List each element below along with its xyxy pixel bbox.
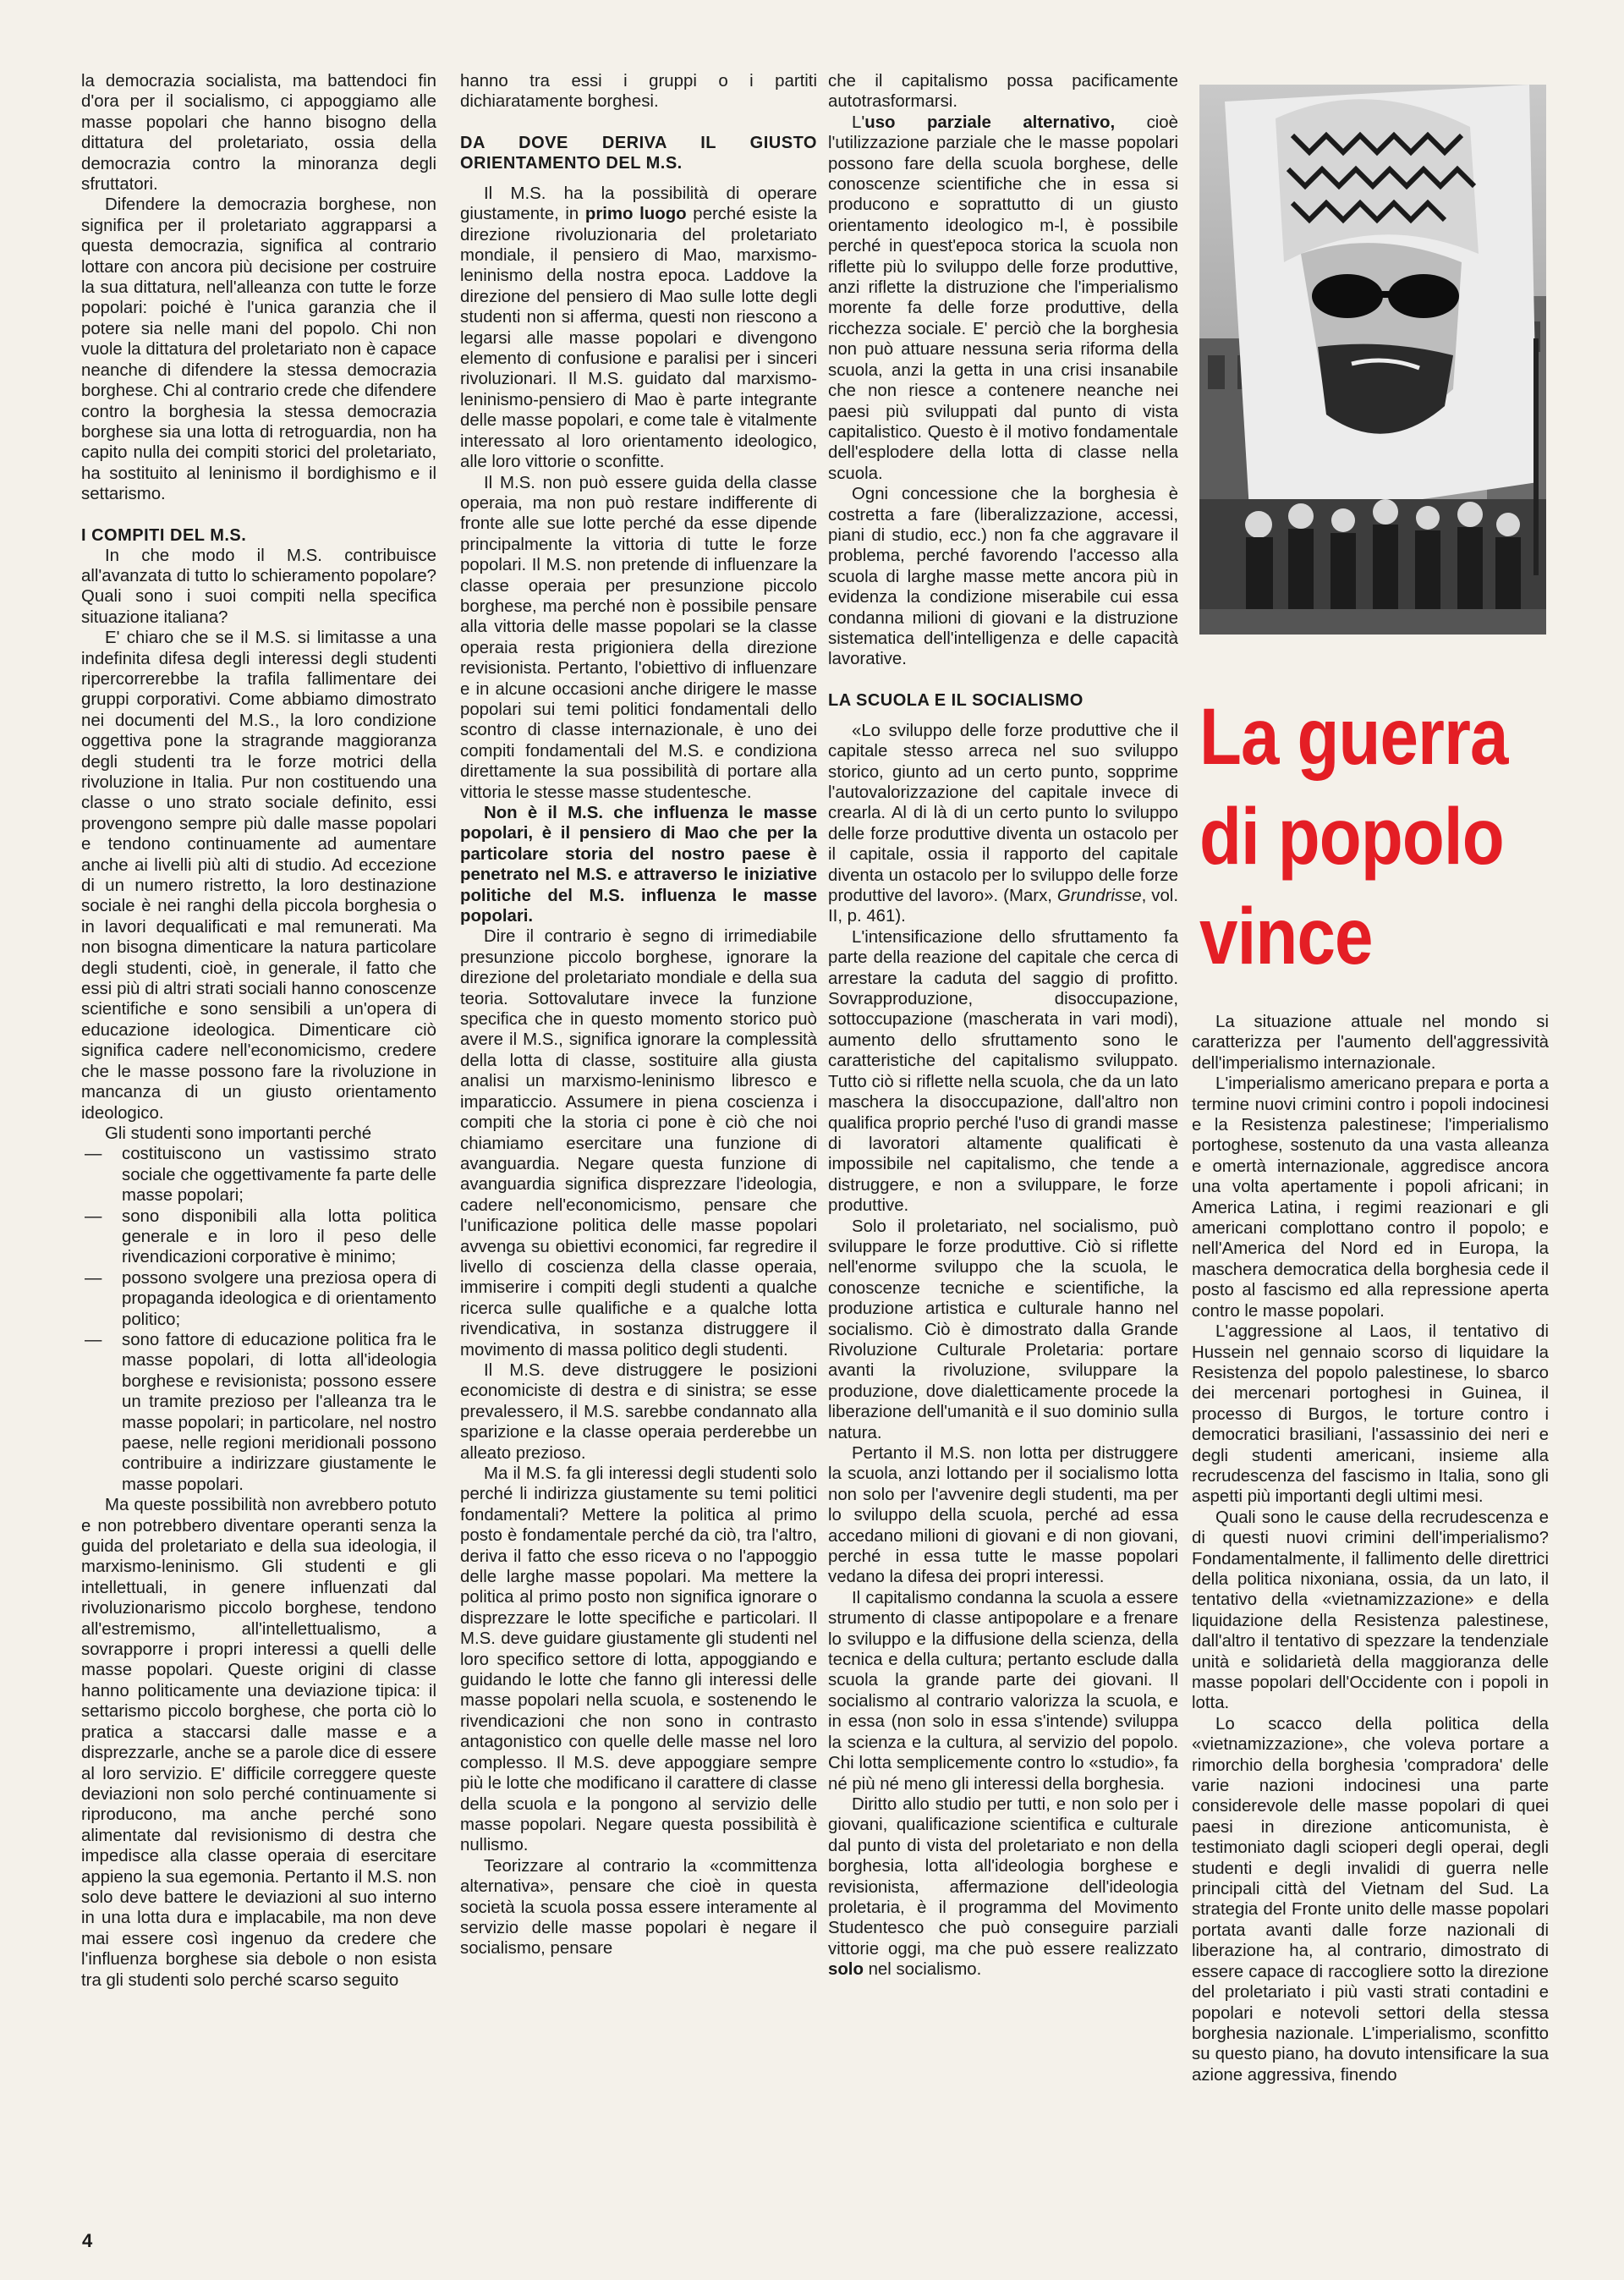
photo-illustration [1199,85,1546,635]
list-item: — sono fattore di educazione politica fra le masse popolari, di lotta all'ideologia borghese e revisionista; possono essere un tramite prezioso per l'alleanza tra le masse popolari; in particolare, nel nostro paese, nelle regioni meridionali possono contribuire a indirizzare giustamente le masse popolari. [81,1330,436,1495]
paragraph: Ma il M.S. fa gli interessi degli studenti solo perché li indirizza giustamente su temi politici fondamentali? Mettere la politica al primo posto è fondamentale perché da ciò, tra l'altro, deriva il fatto che esso riceva o no l'appoggio delle larghe masse popolari. Ma mettere la politica al primo posto non significa ignorare o disprezzare le lotte specifiche e particolari. Il M.S. deve guidare giustamente gli studenti nel loro specifico settore di lotta, appoggiando e guidando le lotte che fanno gli interessi delle masse popolari nella scuola, e sostenendo le rivendicazioni che non sono in contrasto antagonistico con quelle delle masse nel loro complesso. Il M.S. deve appoggiare sempre più le lotte che modificano il carattere di classe della scuola e la pongono al servizio delle masse popolari. Negare questa possibilità è nullismo. [460,1464,817,1855]
list-item: — possono svolgere una preziosa opera di propaganda ideologica e di orientamento politico; [81,1268,436,1330]
paragraph: Solo il proletariato, nel socialismo, può sviluppare le forze produttive. Ciò si riflette nell'enorme sviluppo che la scuola, le conoscenze tecniche e scientifiche, la produzione artistica e culturale hanno nel socialismo. Ciò è dimostrato dalla Grande Rivoluzione Culturale Proletaria: portare avanti la rivoluzione, sviluppare la produzione, dove dialetticamente procede la liberazione dell'umanità e il suo dominio sulla natura. [828,1217,1178,1442]
paragraph: Ogni concessione che la borghesia è costretta a fare (liberalizzazione, accessi, piani di studio, ecc.) non fa che aggravare il problema, perché favorendo l'accesso alla scuola di larghe masse mette ancora più in evidenza la condizione miserabile cui essa condanna milioni di giovani e la distruzione sistematica dell'intelligenza e delle capacità lavorative. [828,485,1178,669]
paragraph: L'aggressione al Laos, il tentativo di Hussein nel gennaio scorso di liquidare la Resistenza del popolo palestinese, lo sbarco dei mercenari portoghesi in Guinea, il processo di Burgos, le torture contro i democratici brasiliani, l'assassinio dei neri e degli studenti americani, insieme alla recrudescenza del fascismo in Italia, sono gli aspetti più importanti degli ultimi mesi. [1192,1322,1549,1507]
headline-line: di popolo [1199,792,1504,882]
paragraph: che il capitalismo possa pacificamente autotrasformarsi. [828,72,1178,112]
paragraph: L'intensificazione dello sfruttamento fa parte della reazione del capitale che cerca di arrestare la caduta del saggio di profitto. Sovrapproduzione, disoccupazione, sottoccupazione (mascherata in vari modi), aumento dello sfruttamento sono le caratteristiche del capitalismo sviluppato. Tutto ciò si riflette nella scuola, che da un lato maschera la disoccupazione, dall'altro non qualifica proprio perché l'uso di grandi masse di lavoratori altamente qualificati è impossibile nel capitalismo, che tende a distruggere, e non a sviluppare, le forze produttive. [828,927,1178,1216]
text-run: Il M.S. ha la possibilità di operare giustamente, in [460,184,817,224]
column-2 [460,71,817,1959]
text-run: perché esiste la direzione rivoluzionaria del proletariato mondiale, il pensiero di Mao, marxismo-leninismo della nostra epoca. Laddove la direzione del pensiero di Mao sulle lotte degli studenti non si afferma, questi non riescono a legarsi alle masse popolari e divengono elemento di confusione e paralisi per i sinceri rivoluzionari. Il M.S. guidato dal marxismo-leninismo-pensiero di Mao è parte integrante delle masse popolari, e come tale è vitalmente interessato al loro orientamento ideologico, alle loro vittorie o sconfitte. [460,205,818,472]
paragraph: In che modo il M.S. contribuisce all'avanzata di tutto lo schieramento popolare? Quali sono i suoi compiti nella specifica situazione italiana? [81,546,436,627]
paragraph: Il capitalismo condanna la scuola a essere strumento di classe antipopolare e a frenare lo sviluppo e la diffusione della scienza, della tecnica e della cultura; pertanto esclude dalla scuola la grande parte dei giovani. Il socialismo al contrario valorizza la scuola, e in essa (non solo in essa s'intende) sviluppa la scienza e la cultura, al servizio del popolo. Chi lotta semplicemente contro lo «studio», fa né più né meno gli interessi della borghesia. [828,1588,1178,1794]
paragraph [828,1794,1178,1981]
page-number: 4 [82,2230,93,2251]
paragraph: Non è il M.S. che influenza le masse popolari, è il pensiero di Mao che per la particolare storia del nostro paese è penetrato nel M.S. e attraverso le iniziative politiche del M.S. influenza le masse popolari. [460,804,817,926]
dash-list [81,1144,436,1495]
text-run: «Lo sviluppo delle forze produttive che il capitale stesso arreca nel suo sviluppo storico, giunto ad un certo punto, sopprime l'autovalorizzazione del capitale invece di crearla. Al di là di un certo punto lo sviluppo delle forze produttive diventa un ostacolo per il capitale, ossia il rapporto del capitale diventa un ostacolo per lo sviluppo delle forze produttive del lavoro». (Marx, [828,721,1178,906]
bold-text: primo luogo [584,205,687,224]
text-run: nel socialismo. [863,1960,982,1980]
list-item: — sono disponibili alla lotta politica generale e in loro il peso delle rivendicazioni corporative è minimo; [81,1206,436,1268]
paragraph: Pertanto il M.S. non lotta per distruggere la scuola, anzi lottando per il socialismo lotta non solo per l'avvenire degli studenti, ma per lo sviluppo della scuola, perché ad essa accedano milioni di giovani e di non giovani, perché in essa tutte le masse popolari vedano la difesa dei propri interessi. [828,1444,1178,1587]
paragraph: Difendere la democrazia borghese, non significa per il proletariato aggrapparsi a questa democrazia, significa al contrario lottare con ancora più decisione per costruire la sua dittatura, nell'alleanza con tutte le forze popolari: poiché è l'unica garanzia che il potere sia nelle mani del popolo. Chi non vuole la dittatura del proletariato non è capace neanche di difendere la stessa democrazia borghese. Chi al contrario crede che difendere contro la borghesia la stessa democrazia borghese sia una lotta di retroguardia, non ha capito nulla dei compiti storici del proletariato, ha sostituito al leninismo il bordighismo e il settarismo. [81,195,436,504]
text-run: Diritto allo studio per tutti, e non solo per i giovani, qualificazione scientifica e culturale dal punto di vista del proletariato e non della borghesia, lotta all'ideologia borghese e revisionista, affermazione dell'ideologia proletaria, è il programma del Movimento Studentesco che può conseguire parziali vittorie oggi, ma che può essere realizzato [828,1794,1178,1959]
section-heading-deriva: DA DOVE DERIVA IL GIUSTO ORIENTAMENTO DEL M.S. [460,133,817,173]
bold-text: uso parziale alternativo, [864,113,1116,132]
paragraph: Teorizzare al contrario la «committenza alternativa», pensare che cioè in questa società la scuola possa essere interamente al servizio delle masse popolari è negare il socialismo, pensare [460,1856,817,1959]
column-3 [828,71,1178,1981]
paragraph [460,184,817,473]
section-heading-compiti: I COMPITI DEL M.S. [81,525,247,545]
text-run: cioè l'utilizzazione parziale che le masse popolari possono fare della scuola borghese, delle conoscenze scientifiche che in essa si producono e soprattutto di un giusto orientamento ideologico m-l, è possibile perché in quest'epoca storica la scuola non riflette più lo sviluppo delle forze produttive, anzi riflette la distruzione che l'imperialismo morente fa delle forze produttive, della ricchezza sociale. E' perciò che la borghesia non può attuare nessuna seria riforma della scuola, anzi la getta in una crisi insanabile che non riesce a contenere neanche nei paesi più sviluppati dal punto di vista capitalistico. Questo è il motivo fondamentale dell'esplodere della lotta di classe nella scuola. [828,113,1178,483]
text-run: , vol. II, p. 461). [828,887,1178,926]
headline-line: vince [1199,892,1373,981]
section-heading-scuola: LA SCUOLA E IL SOCIALISMO [828,690,1084,710]
paragraph: Lo scacco della politica della «vietnamizzazione», che voleva portare a rimorchio della borghesia 'compradora' delle varie nazioni indocinesi una parte considerevole delle masse popolari di quei paesi in direzione anticomunista, è testimoniato dagli scioperi degli operai, degli studenti e degli invalidi di guerra nelle principali città del Vietnam del Sud. La strategia del Fronte unito delle masse popolari portata avanti dalle forze nazionali di liberazione ha, al contrario, dimostrato di essere capace di raccogliere sotto la direzione del proletariato i più vasti strati contadini e popolari e notevoli settori della stessa borghesia nazionale. L'imperialismo, sconfitto su questo piano, ha dovuto intensificare la sua azione aggressiva, finendo [1192,1714,1549,2085]
paragraph [828,721,1178,927]
bold-text: solo [828,1960,864,1980]
paragraph: la democrazia socialista, ma battendoci fin d'ora per il socialismo, ci appoggiamo alle masse popolari che hanno bisogno della dittatura del proletariato, ossia della democrazia contro la minoranza degli sfruttatori. [81,72,436,195]
text-run: L' [852,113,865,132]
list-item: — costituiscono un vastissimo strato sociale che oggettivamente fa parte delle masse popolari; [81,1144,436,1206]
column-1 [81,71,436,1991]
demonstration-photo [1199,85,1546,635]
paragraph: E' chiaro che se il M.S. si limitasse a una indefinita difesa degli interessi degli studenti ripercorrerebbe la trafila fallimentare dei gruppi corporativi. Come abbiamo dimostrato nei documenti del M.S., la loro condizione oggettiva pone la stragrande maggioranza degli studenti tra le forze motrici della rivoluzione in Italia. Pur non costituendo una classe o uno strato sociale definito, essi provengono sempre più dalle masse popolari e tendono continuamente ad aumentare anche ai livelli più alti di studio. Ad eccezione di un numero ristretto, la loro destinazione sociale è nei ranghi della piccola borghesia o in lavori dequalificati e mal remunerati. Ma non bisogna dimenticare la natura particolare degli studenti, cioè, in generale, il fatto che essi più di altri strati sociali hanno conoscenze scientifiche e sono sensibili a un'opera di educazione ideologica. Dimenticare ciò significa cadere nell'economicismo, credere che le masse possono fare la rivoluzione in mancanza di un giusto orientamento ideologico. [81,629,436,1123]
column-4 [1192,1012,1549,2085]
paragraph: Ma queste possibilità non avrebbero potuto e non potrebbero diventare operanti senza la guida del proletariato e della sua ideologia, il marxismo-leninismo. Gli studenti e gli intellettuali, in genere influenzati dal rivoluzionarismo piccolo borghese, tendono all'estremismo, all'intellettualismo, a sovrapporre i propri interessi a quelli delle masse popolari. Queste origini di classe hanno politicamente una deviazione tipica: il settarismo piccolo borghese, che porta ciò lo pratica a staccarsi dalle masse e a disprezzarle, anche se a parole dice di essere al loro servizio. E' difficile correggere queste deviazioni non solo perché continuamente si riproducono, ma anche perché sono alimentate dal revisionismo di destra che impedisce alla classe operaia di esercitare appieno la sua egemonia. Pertanto il M.S. non solo deve battere le deviazioni al suo interno in una lotta dura e implacabile, ma non deve mai essere così ingenuo da credere che l'influenza borghese sia debole o non esista tra gli studenti solo perché scarso seguito [81,1496,436,1990]
paragraph: Gli studenti sono importanti perché [105,1124,372,1143]
headline [1199,687,1508,986]
paragraph: Dire il contrario è segno di irrimediabile presunzione piccolo borghese, ignorare la direzione del proletariato mondiale e della sua teoria. Sottovalutare invece la funzione specifica che in questo momento storico può avere il M.S., significa ignorare la complessità della lotta di classe, sostituire alla giusta analisi un marxismo-leninismo libresco e imparaticcio. Assumere in piena coscienza i compiti che la storia ci pone è ciò che noi chiamiamo esercitare una funzione di avanguardia. Negare questa funzione di avanguardia significa disprezzare l'ideologia, cadere nell'economicismo, pensare che l'unificazione politica delle masse popolari avvenga su obiettivi economici, far regredire il livello di coscienza della classe operaia, immiserire i compiti degli studenti a qualche ricerca sulle qualifiche e a qualche lotta rivendicativa, in sostanza distruggere il movimento di massa politico degli studenti. [460,927,817,1360]
italic-text: Grundrisse [1056,887,1142,906]
paragraph: hanno tra essi i gruppi o i partiti dichiaratamente borghesi. [460,72,817,112]
paragraph: Il M.S. deve distruggere le posizioni economiciste di destra e di sinistra; se esse prevalessero, il M.S. sarebbe condannato alla sparizione e la classe operaia perderebbe un alleato prezioso. [460,1360,817,1463]
paragraph: L'imperialismo americano prepara e porta a termine nuovi crimini contro i popoli indocinesi e la Resistenza palestinese; l'imperialismo portoghese, sostenuto da una vasta alleanza e omertà internazionale, aggredisce ancora una volta apertamente i popoli africani; in America Latina, i regimi reazionari e gli americani complottano contro il popolo; e nell'America del Nord ed in Europa, la maschera democratica della borghesia cede il posto al fascismo ed alla repressione aperta contro le masse popolari. [1192,1074,1549,1321]
paragraph: Il M.S. non può essere guida della classe operaia, ma non può restare indifferente di fronte alle sue lotte perché da esse dipende principalmente la vittoria di tutte le forze popolari. Il M.S. non pretende di influenzare la classe operaia per presunzione piccolo borghese, ma perché non è possibile pensare alla vittoria delle masse popolari se la classe operaia resta prigioniera della direzione revisionista. Pertanto, l'obiettivo di influenzare e in alcune occasioni anche dirigere le masse popolari sui temi politici fondamentali dello scontro di classe internazionale, è uno dei compiti fondamentali del M.S. e condiziona direttamente la sua possibilità di portare alla vittoria le stesse masse studentesche. [460,473,817,802]
paragraph [828,113,1178,484]
headline-line: La guerra [1199,692,1508,782]
paragraph: La situazione attuale nel mondo si caratterizza per l'aumento dell'aggressività dell'imperialismo internazionale. [1192,1013,1549,1073]
paragraph: Quali sono le cause della recrudescenza e di questi nuovi crimini dell'imperialismo? Fondamentalmente, il fallimento delle direttrici della politica nixoniana, ossia, da un lato, il tentativo della «vietnamizzazione» e della liquidazione della Resistenza palestinese, dall'altro il tentativo di spezzare la tendenziale unità e solidarietà della maggioranza delle masse popolari dell'Occidente con i popoli in lotta. [1192,1508,1549,1713]
